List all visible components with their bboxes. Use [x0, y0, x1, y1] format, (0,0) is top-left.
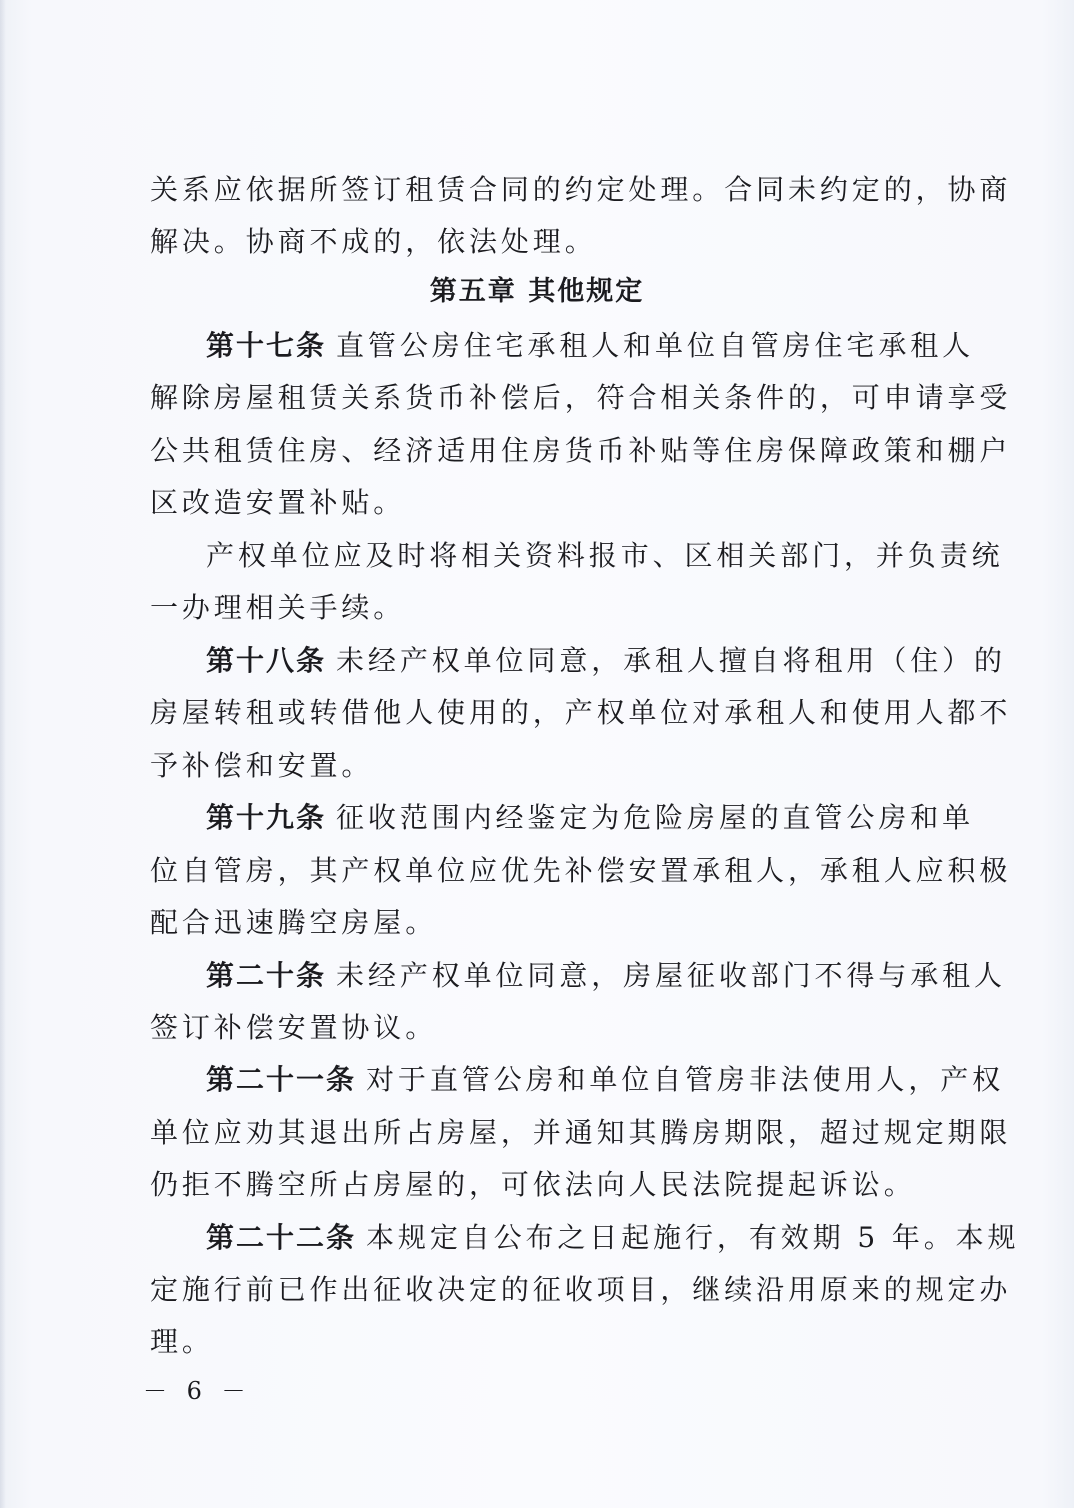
page-number: － 6 －: [143, 1377, 252, 1405]
text-line: 关系应依据所签订租赁合同的约定处理。合同未约定的，协商: [150, 173, 1012, 206]
text-line: 位自管房，其产权单位应优先补偿安置承租人，承租人应积极: [150, 854, 1012, 887]
article-heading: 第十八条: [206, 644, 327, 677]
text-line: 解除房屋租赁关系货币补偿后，符合相关条件的，可申请享受: [150, 381, 1012, 414]
article-heading: 第十九条: [206, 801, 327, 834]
text-line: 仍拒不腾空所占房屋的，可依法向人民法院提起诉讼。: [150, 1168, 916, 1201]
text-line: 签订补偿安置协议。: [150, 1011, 438, 1044]
text-line: 一办理相关手续。: [150, 591, 406, 624]
page-edge-left: [0, 0, 6, 1508]
text-line: 房屋转租或转借他人使用的，产权单位对承租人和使用人都不: [150, 696, 1012, 729]
article-21-first-line: 第二十一条 对于直管公房和单位自管房非法使用人，产权: [206, 1063, 1005, 1096]
text-line: 定施行前已作出征收决定的征收项目，继续沿用原来的规定办: [150, 1273, 1012, 1306]
article-heading: 第十七条: [206, 329, 327, 362]
article-22-first-line: 第二十二条 本规定自公布之日起施行，有效期 5 年。本规: [206, 1221, 1020, 1254]
article-20-first-line: 第二十条 未经产权单位同意，房屋征收部门不得与承租人: [206, 959, 1006, 992]
text-line: 单位应劝其退出所占房屋，并通知其腾房期限，超过规定期限: [150, 1116, 1012, 1149]
text-line: 公共租赁住房、经济适用住房货币补贴等住房保障政策和棚户: [150, 434, 1012, 467]
paragraph-first-line: 产权单位应及时将相关资料报市、区相关部门，并负责统: [206, 539, 1004, 572]
article-heading: 第二十二条: [206, 1221, 357, 1254]
article-17-first-line: 第十七条 直管公房住宅承租人和单位自管房住宅承租人: [206, 329, 975, 362]
article-18-first-line: 第十八条 未经产权单位同意，承租人擅自将租用（住）的: [206, 644, 1006, 677]
text-line: 配合迅速腾空房屋。: [150, 906, 438, 939]
text-line: 予补偿和安置。: [150, 749, 374, 782]
chapter-title: 第五章 其他规定: [429, 276, 645, 307]
text-line: 区改造安置补贴。: [150, 486, 406, 519]
text-line: 解决。协商不成的，依法处理。: [150, 225, 597, 258]
article-19-first-line: 第十九条 征收范围内经鉴定为危险房屋的直管公房和单: [206, 801, 975, 834]
text-line: 理。: [150, 1325, 214, 1358]
article-heading: 第二十一条: [206, 1063, 357, 1096]
article-heading: 第二十条: [206, 959, 327, 992]
